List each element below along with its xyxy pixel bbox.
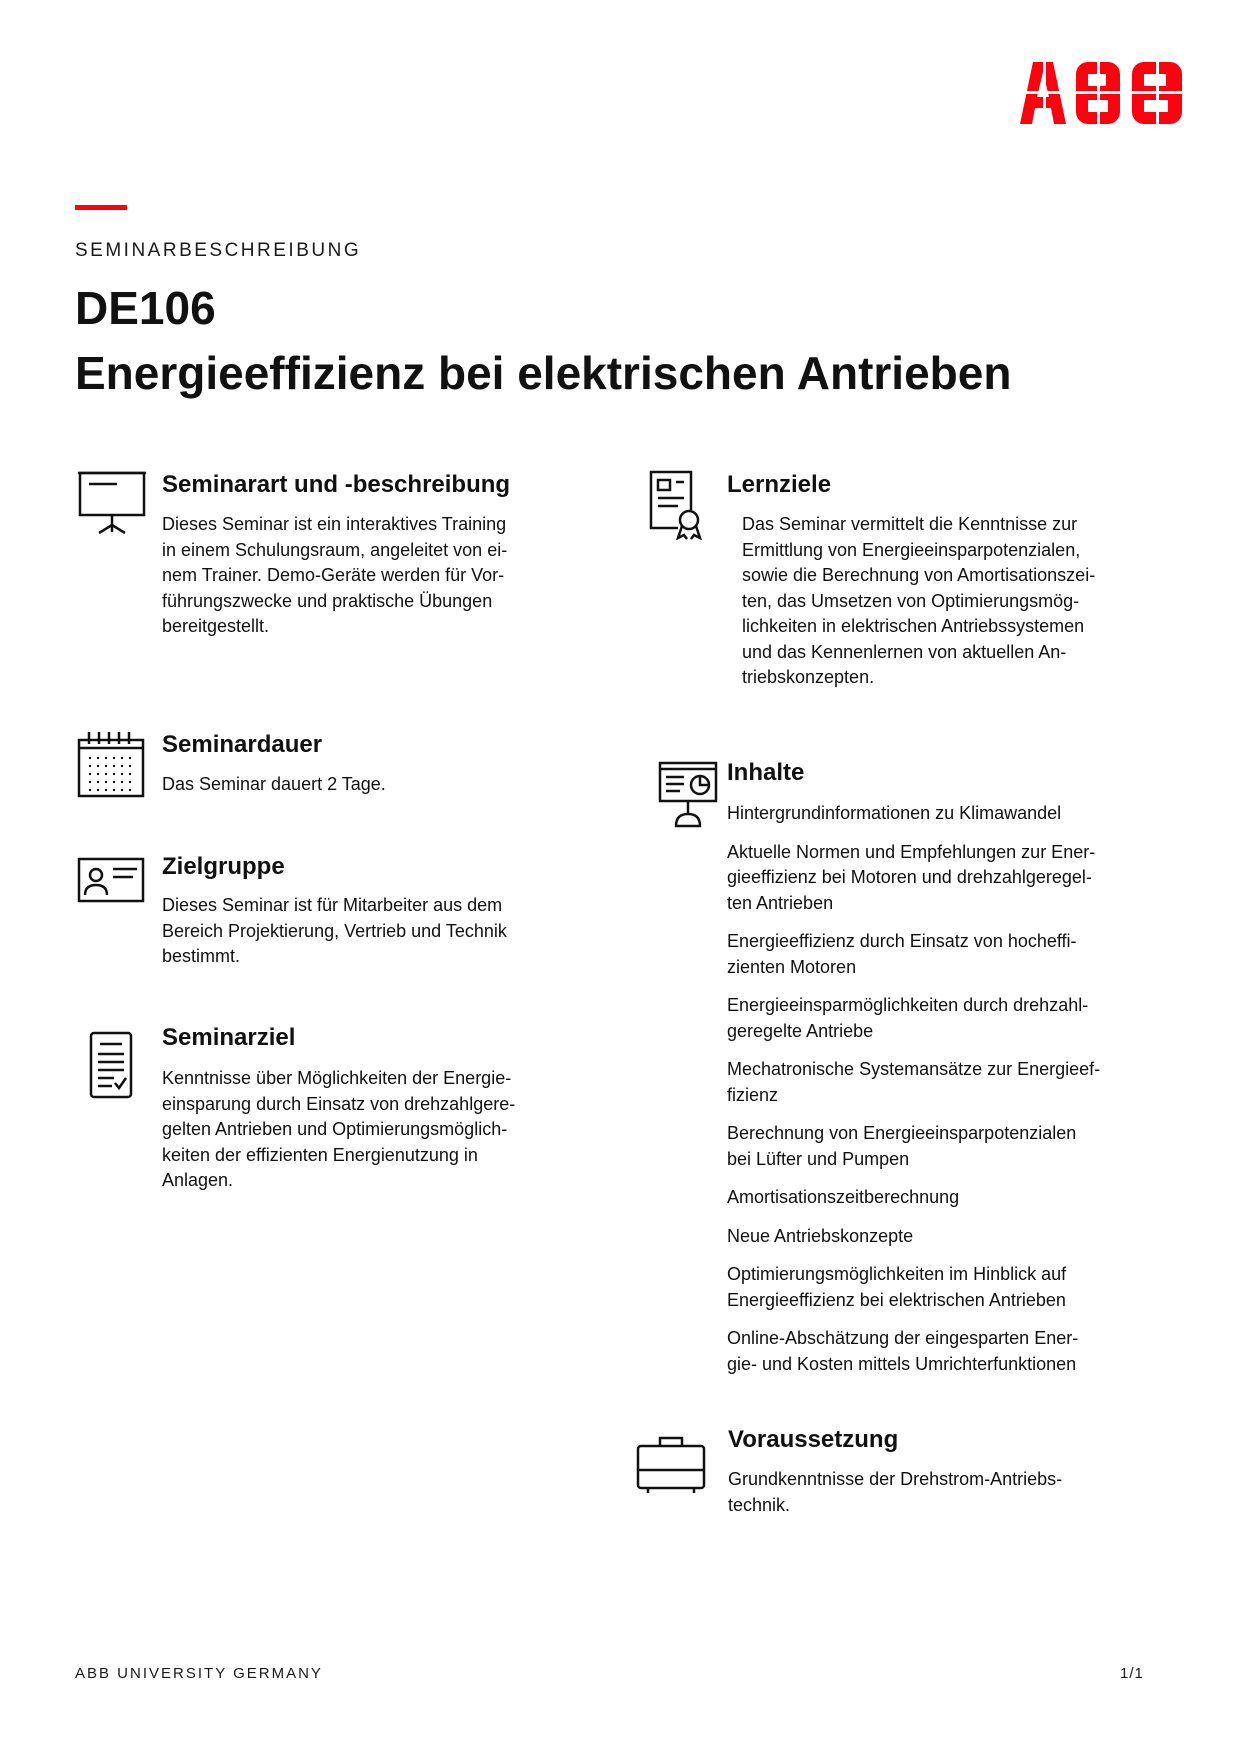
abb-logo-text: ABB — [1020, 62, 1023, 63]
seminardauer-heading: Seminardauer — [162, 731, 323, 758]
list-item: Hintergrundinformationen zu Klimawandel — [727, 803, 1062, 823]
checklist-icon — [88, 1028, 136, 1100]
list-item: Amortisationszeitberechnung — [727, 1187, 960, 1207]
calendar-icon — [77, 730, 145, 798]
eyebrow-label: SEMINARBESCHREIBUNG — [75, 240, 362, 261]
page-number: 1/1 — [1120, 1665, 1144, 1682]
zielgruppe-heading: Zielgruppe — [162, 853, 285, 880]
list-item: Online-Abschätzung der eingesparten Ener- gie- und Kosten mittels Umrichterfunktionen — [727, 1328, 1079, 1374]
seminarziel-text: Kenntnisse über Möglichkeiten der Energie- einsparung durch Einsatz von drehzahlgere- gelten Antrieben und Optimierungsmöglich- keiten der effizienten Energienutzung in Anlagen. — [162, 1068, 516, 1190]
seminarart-text: Dieses Seminar ist ein interaktives Training in einem Schulungsraum, angeleitet von ei- nem Trainer. Demo-Geräte werden für Vor- führungszwecke und praktische Übungen bereitgestellt. — [162, 514, 508, 636]
voraussetzung-text: Grundkenntnisse der Drehstrom-Antriebs- technik. — [728, 1469, 1063, 1515]
inhalte-list — [727, 801, 1177, 1390]
certificate-icon — [648, 470, 704, 540]
footer-organization: ABB UNIVERSITY GERMANY — [75, 1665, 323, 1682]
presentation-board-icon — [77, 470, 147, 536]
lernziele-text: Das Seminar vermittelt die Kenntnisse zur Ermittlung von Energieeinsparpotenzialen, sowie die Berechnung von Amortisationszei- ten, das Umsetzen von Optimierungsmög- lichkeiten in elektrischen Antriebssystemen und das Kennenlernen von aktuellen An- triebskonzepten. — [742, 514, 1096, 687]
presentation-chart-icon — [658, 760, 718, 828]
list-item: Neue Antriebskonzepte — [727, 1225, 914, 1246]
id-card-icon — [77, 855, 147, 905]
list-item: Energieeinsparmöglichkeiten durch drehzahl- geregelte Antriebe — [727, 995, 1089, 1041]
list-item: Aktuelle Normen und Empfehlungen zur Ener- gieeffizienz bei Motoren und drehzahlgeregel- ten Antrieben — [727, 841, 1096, 913]
list-item: Berechnung von Energieeinsparpotenzialen bei Lüfter und Pumpen — [727, 1123, 1077, 1169]
seminardauer-text: Das Seminar dauert 2 Tage. — [162, 774, 386, 794]
briefcase-icon — [636, 1434, 706, 1494]
inhalte-heading: Inhalte — [727, 759, 805, 786]
list-item: Mechatronische Systemansätze zur Energieef- fizienz — [727, 1059, 1101, 1105]
accent-rule — [75, 205, 127, 210]
seminarart-heading: Seminarart und -beschreibung — [162, 471, 511, 498]
voraussetzung-heading: Voraussetzung — [728, 1426, 899, 1453]
zielgruppe-text: Dieses Seminar ist für Mitarbeiter aus dem Bereich Projektierung, Vertrieb und Technik bestimmt. — [162, 895, 507, 966]
lernziele-heading: Lernziele — [727, 471, 832, 498]
list-item: Energieeffizienz durch Einsatz von hocheffi- zienten Motoren — [727, 931, 1077, 977]
seminarziel-heading: Seminarziel — [162, 1024, 296, 1051]
list-item: Optimierungsmöglichkeiten im Hinblick auf Energieeffizienz bei elektrischen Antrieben — [727, 1264, 1067, 1310]
course-code: DE106 — [75, 282, 216, 334]
abb-logo — [1020, 62, 1182, 124]
course-title: Energieeffizienz bei elektrischen Antrieben — [75, 347, 1012, 399]
